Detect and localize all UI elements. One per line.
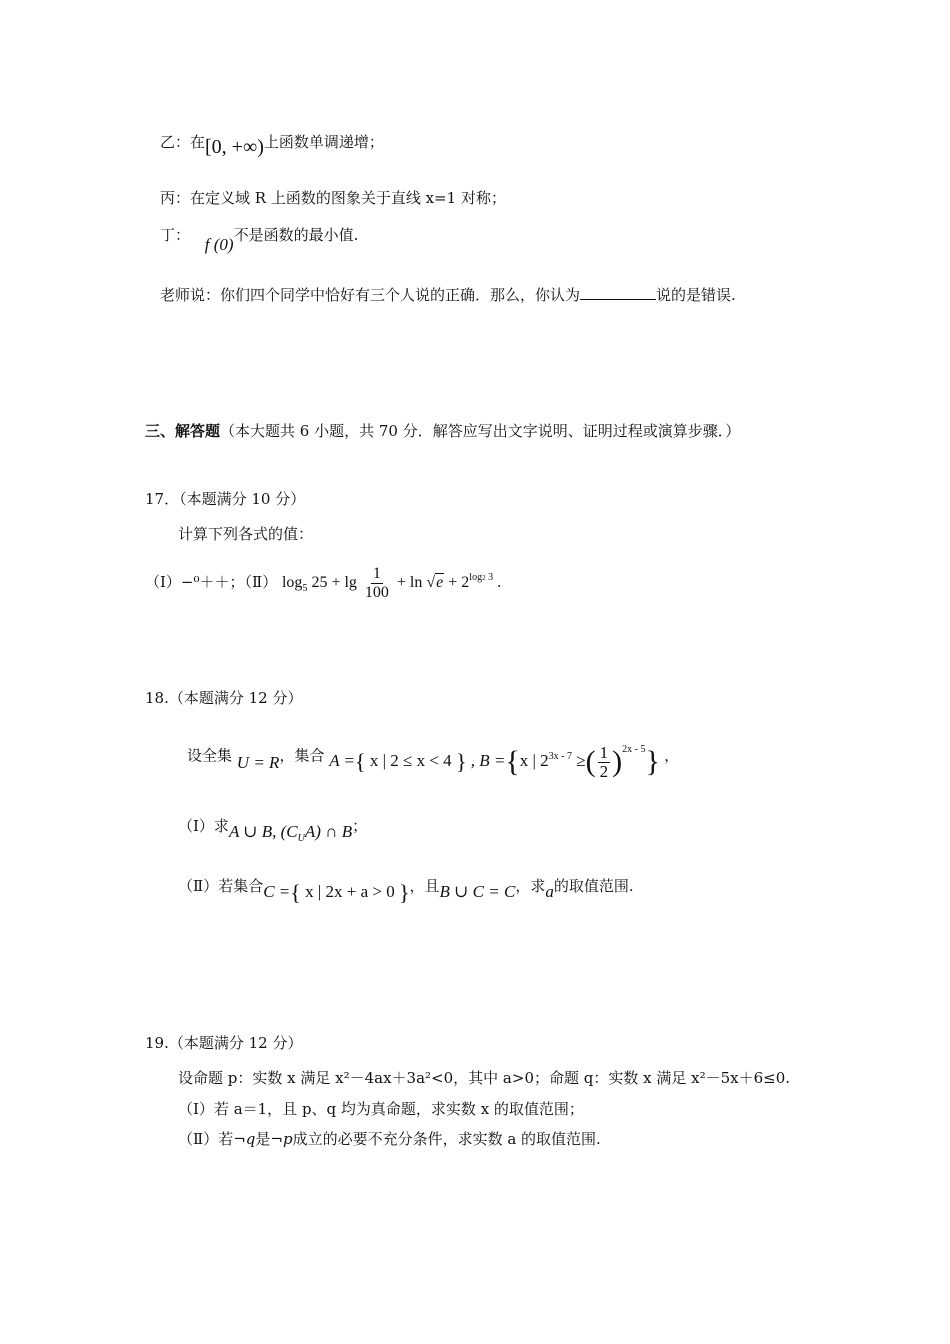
p1-expr-b: A) ∩ B (304, 822, 353, 841)
c-inner: x | 2x + a > 0 (305, 882, 395, 901)
not-q: ¬q (233, 1130, 256, 1148)
c-left: C = (263, 882, 291, 901)
b-ge: ≥ (576, 751, 586, 771)
log-base-sub: 5 (302, 583, 308, 595)
b-left: , B = (470, 751, 506, 771)
u-expr: U = R (236, 753, 280, 773)
plus-two: + 2 (448, 574, 470, 592)
ding-prefix: 丁： (160, 226, 191, 244)
q19-l3-prefix: （Ⅱ）若 (178, 1130, 234, 1148)
half-frac (598, 744, 611, 781)
section-desc: （本大题共 6 小题，共 70 分．解答应写出文字说明、证明过程或演算步骤．） (220, 422, 741, 440)
q19-heading: 19.（本题满分 12 分） (145, 1034, 303, 1052)
half-den: 2 (599, 762, 609, 781)
q19-l3-mid: 是 (255, 1130, 271, 1148)
log-arg: 25 + lg (311, 574, 357, 592)
q17-log-expression: $\log_5 25 + \lg$ $\frac{1}{100}$ + $\ln √e + 2^{log2 3}$ . (281, 565, 502, 601)
statement-bing: 丙：在定义域 R 上函数的图象关于直线 x=1 对称； (160, 189, 506, 207)
q17-expression (145, 565, 501, 609)
q19-l3-end: 成立的必要不充分条件，求实数 a 的取值范围. (292, 1130, 601, 1148)
ln-text: + ln (396, 574, 423, 592)
exp-log-arg: 3 (488, 572, 494, 584)
ding-expr: f (0) (204, 235, 234, 254)
q17-part-label: （Ⅰ）−⁰＋＋；（Ⅱ） (145, 573, 278, 592)
fraction-1-100 (363, 565, 391, 602)
yi-interval: [0, +∞) (205, 136, 264, 158)
frac-num: 1 (372, 565, 381, 582)
q18-comma: ， (664, 746, 680, 765)
sqrt-e: e (436, 574, 444, 592)
q18-p2-mid2: ，求 (515, 877, 546, 895)
exp-log-sub: 2 (482, 574, 486, 583)
a-inner: x | 2 ≤ x < 4 (369, 751, 452, 771)
yi-prefix: 乙：在 (160, 133, 206, 151)
q19-line2: （Ⅰ）若 a＝1，且 p、q 均为真命题，求实数 x 的取值范围； (178, 1100, 584, 1118)
section-title: 三、解答题 (145, 422, 221, 440)
b-exp2: 2x - 5 (622, 744, 646, 756)
teacher-remark (160, 285, 736, 305)
frac-den: 100 (364, 584, 389, 601)
q19-line3 (178, 1129, 601, 1149)
statement-yi (160, 131, 384, 158)
section-heading (145, 421, 740, 441)
q19-line1: 设命题 p：实数 x 满足 x²－4ax＋3a²<0，其中 a>0；命题 q：实数 x 满足 x²－5x＋6≤0. (178, 1069, 791, 1087)
not-p: ¬p (270, 1130, 293, 1148)
q17-end: . (497, 574, 502, 592)
teacher-prefix: 老师说：你们四个同学中恰好有三个人说的正确．那么，你认为 (160, 286, 581, 304)
ding-suffix: 不是函数的最小值. (233, 226, 359, 244)
q18-p1-end: ； (352, 817, 368, 835)
set-a-prefix: ，集合 (279, 746, 325, 765)
exp-log: log (469, 572, 483, 584)
q18-p2-end: 的取值范围. (553, 877, 634, 895)
p1-sub-u: U (297, 833, 305, 844)
set-u-prefix: 设全集 (187, 746, 233, 765)
answer-blank[interactable] (580, 285, 656, 300)
q18-part1 (178, 816, 368, 844)
set-c-expr: C ={ x | 2x + a > 0 } (263, 880, 410, 906)
q17-intro: 计算下列各式的值： (178, 525, 314, 543)
q18-sets (187, 738, 679, 788)
q18-var-a: a (545, 882, 554, 901)
b-inner: x | 2 (519, 751, 549, 771)
statement-ding (160, 225, 359, 254)
log-text: log (281, 574, 303, 592)
a-left: A = (329, 751, 356, 771)
teacher-suffix: 说的是错误. (656, 286, 736, 304)
q17-heading: 17．（本题满分 10 分） (145, 490, 306, 508)
q18-p2-mid: ，且 (409, 877, 440, 895)
yi-suffix: 上函数单调递增； (263, 133, 384, 151)
q18-heading: 18.（本题满分 12 分） (145, 689, 303, 707)
q18-p2-prefix: （Ⅱ）若集合 (178, 877, 264, 895)
q18-p1-expr (228, 822, 353, 844)
set-a-expr: A ={ x | 2 ≤ x < 4 } , B ={x | $2^{3x - 7}$ ≥( $\frac{1}{2}$ )$^{2x - 5}$} (329, 743, 660, 781)
b-exp: 3x - 7 (548, 751, 573, 763)
q18-condition: B ∪ C = C (439, 882, 516, 901)
half-num: 1 (599, 743, 609, 762)
q18-p1-prefix: （Ⅰ）求 (178, 817, 229, 835)
p1-expr-a: A ∪ B, (C (228, 822, 298, 841)
q18-part2 (178, 876, 634, 906)
